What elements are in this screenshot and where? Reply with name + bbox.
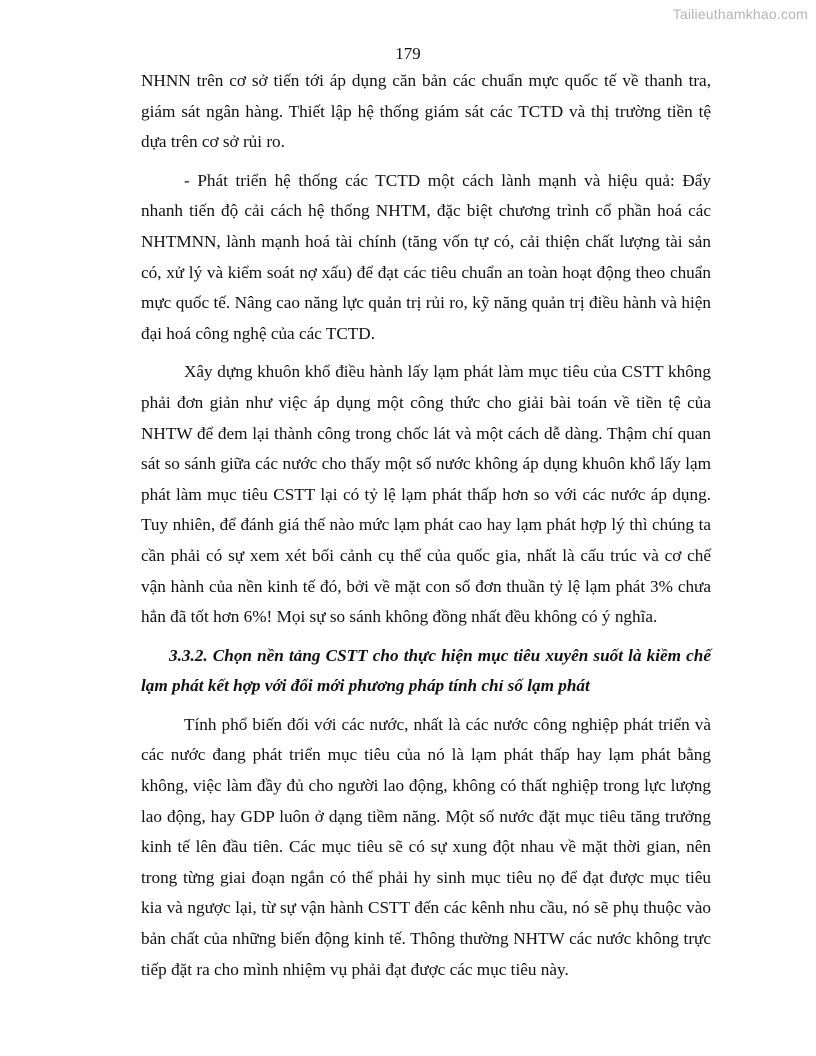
paragraph-inflation-framework: Xây dựng khuôn khổ điều hành lấy lạm phát làm mục tiêu của CSTT không phải đơn giản như việc áp dụng một công thức cho giải bài toán về tiền tệ của NHTW để đem lại thành công trong chốc lát và một cách dễ dàng. Thậm chí quan sát so sánh giữa các nước cho thấy một số nước không áp dụng khuôn khổ lấy lạm phát làm mục tiêu CSTT lại có tỷ lệ lạm phát thấp hơn so với các nước áp dụng. Tuy nhiên, để đánh giá thế nào mức lạm phát cao hay lạm phát hợp lý thì chúng ta cần phải có sự xem xét bối cảnh cụ thể của quốc gia, nhất là cấu trúc và cơ chế vận hành của nền kinh tế đó, bởi về mặt con số đơn thuần tỷ lệ lạm phát 3% chưa hẳn đã tốt hơn 6%! Mọi sự so sánh không đồng nhất đều không có ý nghĩa. [141, 362, 711, 627]
section-heading-3-3-2: 3.3.2. Chọn nền tảng CSTT cho thực hiện mục tiêu xuyên suốt là kiềm chế lạm phát kết hợp với đổi mới phương pháp tính chỉ số lạm phát [141, 645, 711, 696]
document-body [141, 66, 711, 993]
paragraph-credit-institutions: - Phát triển hệ thống các TCTD một cách lành mạnh và hiệu quả: Đẩy nhanh tiến độ cải cách hệ thống NHTM, đặc biệt chương trình cổ phần hoá các NHTMNN, lành mạnh hoá tài chính (tăng vốn tự có, cải thiện chất lượng tài sản có, xử lý và kiểm soát nợ xấu) để đạt các tiêu chuẩn an toàn hoạt động theo chuẩn mực quốc tế. Nâng cao năng lực quản trị rủi ro, kỹ năng quản trị điều hành và hiện đại hoá công nghệ của các TCTD. [141, 170, 711, 343]
paragraph-policy-goals: Tính phổ biến đối với các nước, nhất là các nước công nghiệp phát triển và các nước đang phát triển mục tiêu của nó là lạm phát thấp hay lạm phát bằng không, việc làm đầy đủ cho người lao động, không có thất nghiệp trong lực lượng lao động, hay GDP luôn ở dạng tiềm năng. Một số nước đặt mục tiêu tăng trưởng kinh tế lên đầu tiên. Các mục tiêu sẽ có sự xung đột nhau về mặt thời gian, nên trong từng giai đoạn ngắn có thể phải hy sinh mục tiêu nọ để đạt được mục tiêu kia và ngược lại, từ sự vận hành CSTT đến các kênh nhu cầu, nó sẽ phụ thuộc vào bản chất của những biến động kinh tế. Thông thường NHTW các nước không trực tiếp đặt ra cho mình nhiệm vụ phải đạt được các mục tiêu này. [141, 714, 711, 979]
paragraph-continuation: NHNN trên cơ sở tiến tới áp dụng căn bản các chuẩn mực quốc tế về thanh tra, giám sát ngân hàng. Thiết lập hệ thống giám sát các TCTD và thị trường tiền tệ dựa trên cơ sở rủi ro. [141, 71, 711, 152]
watermark: Tailieuthamkhao.com [672, 6, 808, 22]
page-number: 179 [395, 44, 421, 63]
